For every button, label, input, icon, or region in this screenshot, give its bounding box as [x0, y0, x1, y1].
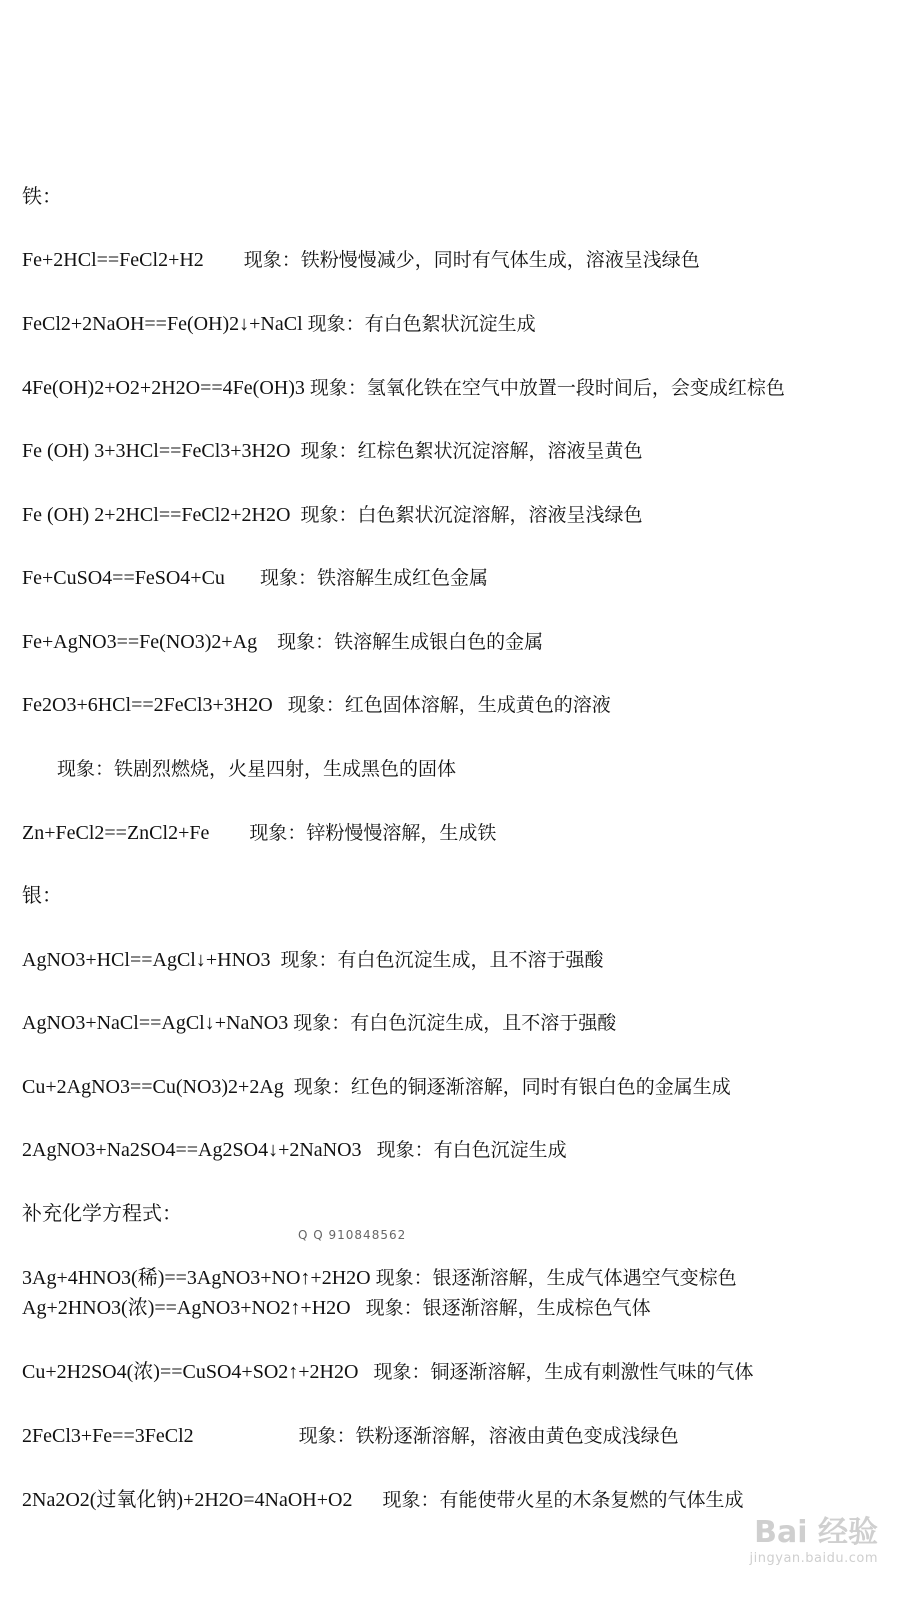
equation-line: FeCl2+2NaOH==Fe(OH)2↓+NaCl 现象：有白色絮状沉淀生成	[22, 313, 536, 335]
equation-line: Fe2O3+6HCl==2FeCl3+3H2O 现象：红色固体溶解，生成黄色的溶液	[22, 694, 611, 716]
section-heading-iron: 铁：	[22, 186, 62, 208]
equation-line: 3Ag+4HNO3(稀)==3AgNO3+NO↑+2H2O 现象：银逐渐溶解，生成气体遇空气变棕色	[22, 1267, 737, 1289]
equation-line: 2AgNO3+Na2SO4==Ag2SO4↓+2NaNO3 现象：有白色沉淀生成	[22, 1139, 567, 1161]
equation-line: Cu+2H2SO4(浓)==CuSO4+SO2↑+2H2O 现象：铜逐渐溶解，生成有刺激性气味的气体	[22, 1361, 754, 1383]
equation-line: Cu+2AgNO3==Cu(NO3)2+2Ag 现象：红色的铜逐渐溶解，同时有银白色的金属生成	[22, 1076, 731, 1098]
equation-line: 2Na2O2(过氧化钠)+2H2O=4NaOH+O2 现象：有能使带火星的木条复燃的气体生成	[22, 1489, 744, 1511]
equation-line: AgNO3+NaCl==AgCl↓+NaNO3 现象：有白色沉淀生成，且不溶于强酸	[22, 1012, 617, 1034]
equation-line: Fe (OH) 3+3HCl==FeCl3+3H2O 现象：红棕色絮状沉淀溶解，溶液呈黄色	[22, 440, 643, 462]
watermark-logo: Bai 经验	[754, 1515, 878, 1550]
equation-line: Fe (OH) 2+2HCl==FeCl2+2H2O 现象：白色絮状沉淀溶解，溶液呈浅绿色	[22, 504, 643, 526]
qq-number: Q Q 910848562	[298, 1228, 407, 1242]
watermark-url: jingyan.baidu.com	[749, 1551, 878, 1566]
equation-line: 2FeCl3+Fe==3FeCl2 现象：铁粉逐渐溶解，溶液由黄色变成浅绿色	[22, 1425, 679, 1447]
equation-line: Zn+FeCl2==ZnCl2+Fe 现象：锌粉慢慢溶解，生成铁	[22, 822, 497, 844]
baidu-jingyan-watermark	[750, 1507, 878, 1566]
equation-line: 4Fe(OH)2+O2+2H2O==4Fe(OH)3 现象：氢氧化铁在空气中放置一段时间后，会变成红棕色	[22, 377, 785, 399]
section-heading-supplement: 补充化学方程式：	[22, 1203, 182, 1225]
equation-line: 现象：铁剧烈燃烧，火星四射，生成黑色的固体	[57, 758, 457, 780]
section-heading-silver: 银：	[22, 885, 62, 907]
equation-line: Fe+2HCl==FeCl2+H2 现象：铁粉慢慢减少，同时有气体生成，溶液呈浅绿色	[22, 249, 700, 271]
equation-line: Fe+AgNO3==Fe(NO3)2+Ag 现象：铁溶解生成银白色的金属	[22, 631, 544, 653]
equation-line: AgNO3+HCl==AgCl↓+HNO3 现象：有白色沉淀生成，且不溶于强酸	[22, 949, 604, 971]
equation-line: Fe+CuSO4==FeSO4+Cu 现象：铁溶解生成红色金属	[22, 567, 488, 589]
equation-line: Ag+2HNO3(浓)==AgNO3+NO2↑+H2O 现象：银逐渐溶解，生成棕色气体	[22, 1297, 651, 1319]
